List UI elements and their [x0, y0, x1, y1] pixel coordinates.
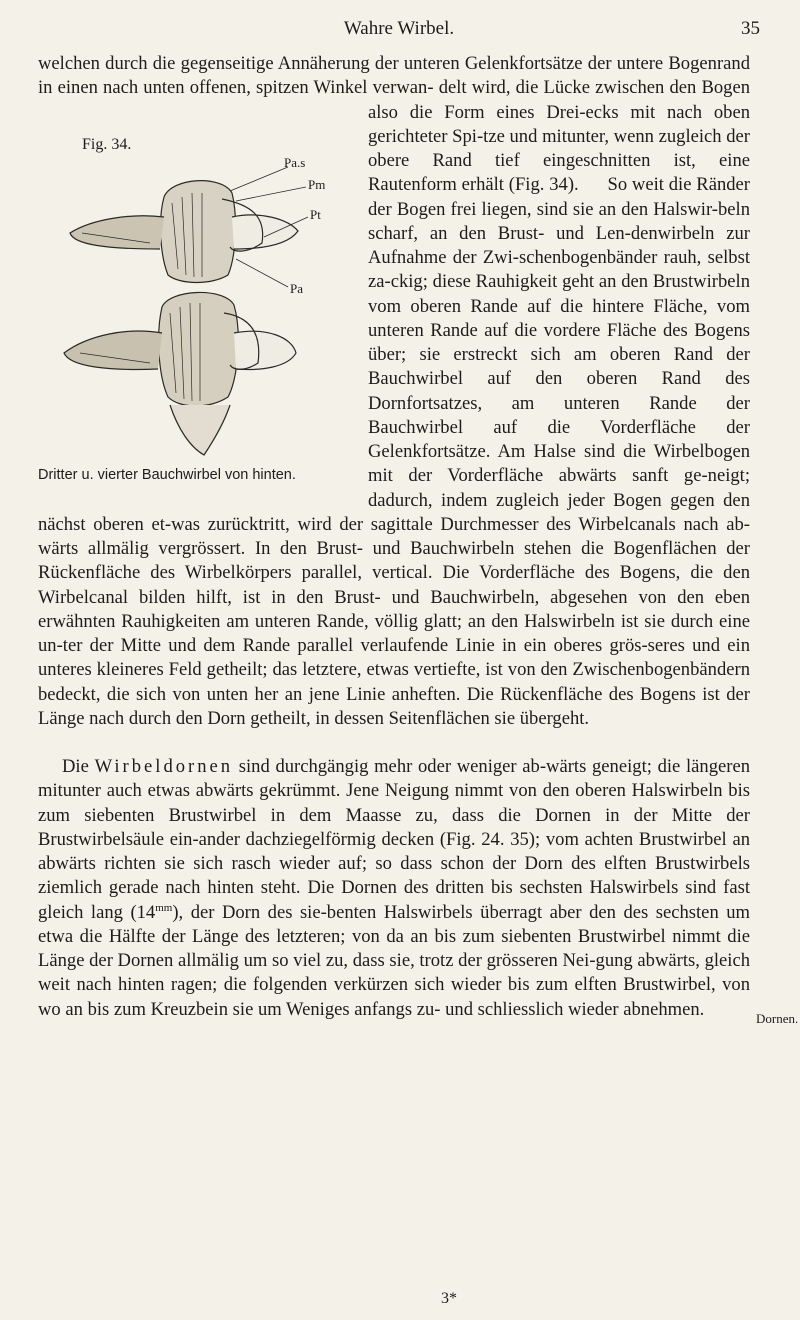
upper-vertebra-body	[161, 180, 236, 282]
paragraph-1-rest: delt wird, die Lücke zwischen den Bogen also die Form eines Drei-ecks mit nach oben gerichteter Spi-tze und mitunter, wenn zugleich der obere Rand tief eingeschnitten ist, eine Rautenform erhält (Fig. 34).	[368, 77, 750, 196]
lower-vertebra-body	[159, 292, 239, 406]
paragraph-3-article: Die	[62, 756, 89, 777]
label-pm: Pm	[308, 176, 326, 192]
paragraph-3-a: sind durchgängig mehr oder weniger ab-wärts geneigt; die längeren mitunter auch etwas abwärts gekrümmt. Jene Neigung nimmt von den oberen Halswirbeln bis zum siebenten Brustwirbel in dem Maasse zu, dass die Dornen in der Mitte der Brustwirbelsäule ein-ander dachziegelförmig decken (Fig. 24. 35); vom achten Brustwirbel an abwärts richten sie sich rasch wieder auf; so dass schon der Dorn des elften Brustwirbels ziemlich gerade nach hinten steht. Die Dornen des dritten bis sechsten Halswirbels sind fast gleich lang (14	[38, 756, 751, 923]
running-title: Wahre Wirbel.	[343, 18, 455, 39]
paragraph-1-lead: welchen durch die gegenseitige Annäherung der unteren Gelenkfortsätze der untere Bogenrand in einen nach unten offenen, spitzen Winkel verwan-	[38, 53, 750, 99]
signature-mark: 3*	[441, 1290, 457, 1307]
vertebrae-illustration	[52, 157, 352, 457]
label-pa: Pa	[290, 280, 303, 296]
figure-label: Fig. 34.	[82, 135, 132, 153]
term-wirbeldornen: Wirbeldornen	[94, 756, 234, 777]
figure-34	[38, 101, 356, 513]
lower-right-process	[234, 331, 296, 369]
unit-mm: mm	[155, 901, 173, 914]
lower-left-process	[64, 331, 162, 369]
paragraph-2: So weit die Ränder der Bogen frei liegen, sind sie an den Halswir-beln scharf, an den Brust- und Len-denwirbeln zur Aufnahme der Zwi-schenbogenbänder rauh, selbst za-ckig; diese Rauhigkeit geht an den Brustwirbeln vom oberen Rande auf die hintere Fläche, vom unteren Rande auf die vordere Fläche des Bogens über; sie erstreckt sich am oberen Rand der Bauchwirbel auf den oberen Rand des Dornfortsatzes, am unteren Rande der Bauchwirbel auf die Vorderfläche der Gelenkfortsätze. Am Halse sind die Wirbelbogen mit der Vorderfläche abwärts sanft ge-neigt; dadurch, indem zugleich jeder Bogen gegen den nächst oberen et-was zurücktritt, wird der sagittale Durchmesser des Wirbelcanals nach ab-wärts allmälig vergrössert. In den Brust- und Bauchwirbeln stehen die Bogenflächen der Rückenfläche des Wirbelkörpers parallel, vertical. Die Vorderfläche des Bogens, die den Wirbelcanal bilden hilft, ist in den Brust- und Bauchwirbeln, abgesehen von den eben erwähnten Rauhigkeiten am unteren Rande, völlig glatt; an den Halswirbeln ist sie durch eine un-ter der Mitte und dem Rande parallel verlaufende Linie in ein oberes grös-seres und ein unteres kleineres Feld getheilt; das letztere, etwas vertiefte, ist von den Zwischenbogenbändern bedeckt, die sich von unten her an jene Linie anheften. Die Rückenfläche des Bogens ist der Länge nach durch den Dorn getheilt, in dessen Seitenflächen sie übergeht.	[38, 174, 750, 729]
body-text	[38, 52, 750, 1022]
paragraph-3-b: ), der Dorn des sie-benten Halswirbels überragt aber den des sechsten um etwa die Hälfte der Länge des letzteren; von da an bis zum siebenten Brustwirbel nimmt die Länge der Dornen allmälig um so viel zu, dass sie, trotz der grösseren Nei-gung abwärts, gleich weit nach hinten ragen; die folgenden verkürzen sich wieder bis zum elften Brustwirbel, von wo an bis zum Kreuzbein sie um Weniges anfangs zu- und schliesslich wieder abnehmen.	[38, 901, 750, 1020]
figure-caption: Dritter u. vierter Bauchwirbel von hinten.	[38, 466, 296, 483]
label-pt: Pt	[310, 206, 321, 222]
margin-note: Dornen.	[756, 1011, 799, 1026]
upper-left-process	[70, 215, 164, 248]
lower-tail	[170, 405, 230, 455]
upper-right-process	[232, 214, 298, 248]
label-pas: Pa.s	[284, 156, 306, 170]
running-header	[38, 18, 760, 46]
page-number: 35	[741, 18, 760, 39]
